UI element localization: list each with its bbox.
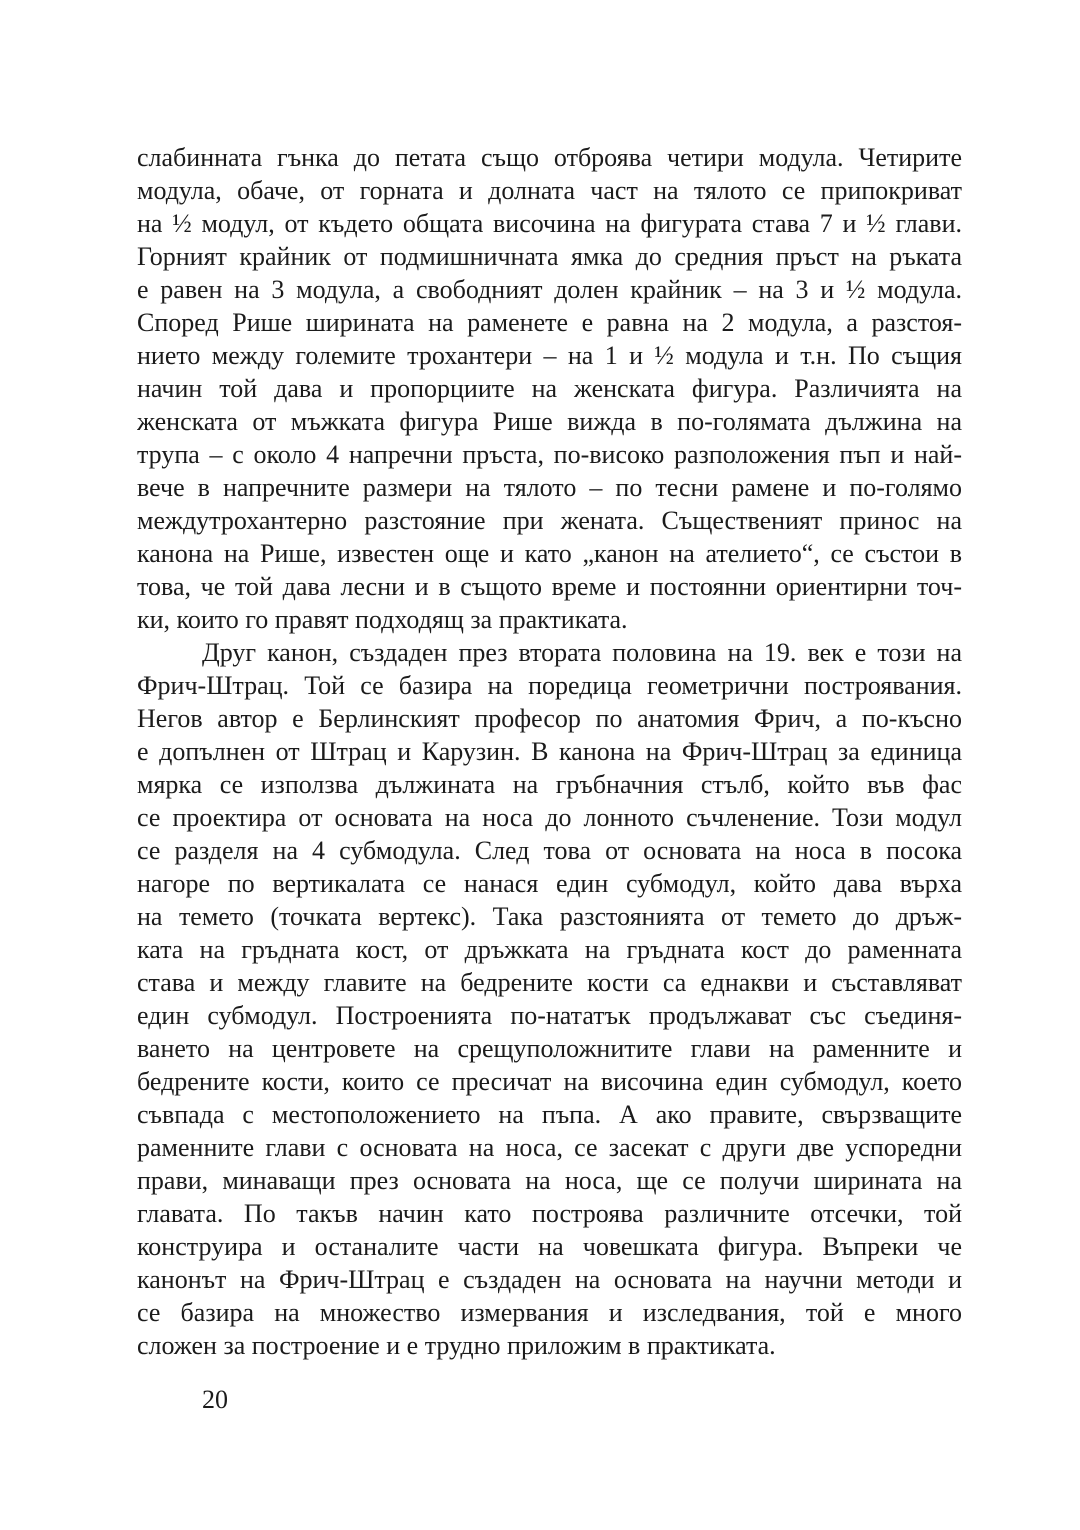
text-line: се базира на множество измервания и изследвания, той е много xyxy=(137,1298,962,1327)
text-line: Горният крайник от подмишничната ямка до средния пръст на ръката xyxy=(137,242,962,271)
text-line: ването на центровете на срещуположнитите глави на раменните и xyxy=(137,1034,962,1063)
text-line: е допълнен от Штрац и Карузин. В канона на Фрич-Штрац за единица xyxy=(137,737,962,766)
paragraph xyxy=(137,636,962,1362)
text-line: главата. По такъв начин като построява различните отсечки, той xyxy=(137,1199,962,1228)
text-line: Негов автор е Берлинският професор по анатомия Фрич, а по-късно xyxy=(137,704,962,733)
text-line: нието между големите трохантери – на 1 и ½ модула и т.н. По същия xyxy=(137,341,962,370)
page-number: 20 xyxy=(202,1385,228,1414)
text-line: Според Рише ширината на раменете е равна на 2 модула, а разстоя- xyxy=(137,308,962,337)
text-line: вече в напречните размери на тялото – по тесни рамене и по-голямо xyxy=(137,473,962,502)
text-line: бедрените кости, които се пресичат на височина един субмодул, което xyxy=(137,1067,962,1096)
text-line: става и между главите на бедрените кости са еднакви и съставляват xyxy=(137,968,962,997)
text-line: нагоре по вертикалата се нанася един субмодул, който дава върха xyxy=(137,869,962,898)
text-line: Друг канон, създаден през втората половина на 19. век е този на xyxy=(202,638,962,667)
text-line: мярка се използва дължината на гръбначния стълб, който във фас xyxy=(137,770,962,799)
text-line: е равен на 3 модула, а свободният долен крайник – на 3 и ½ модула. xyxy=(137,275,962,304)
text-line: канона на Рише, известен още и като „канон на ателието“, се състои в xyxy=(137,539,962,568)
text-block xyxy=(137,141,962,1362)
text-line: на темето (точката вертекс). Така разстоянията от темето до дръж- xyxy=(137,902,962,931)
text-line: се проектира от основата на носа до лонното съчленение. Този модул xyxy=(137,803,962,832)
text-line: сложен за построение и е трудно приложим в практиката. xyxy=(137,1331,776,1360)
text-line: конструира и останалите части на човешката фигура. Въпреки че xyxy=(137,1232,962,1261)
text-line: се разделя на 4 субмодула. След това от основата на носа в посока xyxy=(137,836,962,865)
text-line: раменните глави с основата на носа, се засекат с други две успоредни xyxy=(137,1133,962,1162)
text-line: това, че той дава лесни и в същото време и постоянни ориентирни точ- xyxy=(137,572,962,601)
text-line: съвпада с местоположението на пъпа. А ако правите, свързващите xyxy=(137,1100,962,1129)
text-line: канонът на Фрич-Штрац е създаден на основата на научни методи и xyxy=(137,1265,962,1294)
text-line: слабинната гънка до петата също отброява четири модула. Четирите xyxy=(137,143,962,172)
text-line: ки, които го правят подходящ за практиката. xyxy=(137,605,628,634)
text-line: женската от мъжката фигура Рише вижда в по-голямата дължина на xyxy=(137,407,962,436)
text-line: модула, обаче, от горната и долната част на тялото се припокриват xyxy=(137,176,962,205)
text-line: Фрич-Штрац. Той се базира на поредица геометрични построявания. xyxy=(137,671,962,700)
text-line: трупа – с около 4 напречни пръста, по-високо разположения пъп и най- xyxy=(137,440,962,469)
text-line: на ½ модул, от където общата височина на фигурата става 7 и ½ глави. xyxy=(137,209,962,238)
text-line: начин той дава и пропорциите на женската фигура. Различията на xyxy=(137,374,962,403)
text-line: ката на гръдната кост, от дръжката на гръдната кост до раменната xyxy=(137,935,962,964)
text-line: междутрохантерно разстояние при жената. Същественият принос на xyxy=(137,506,962,535)
text-line: прави, минаващи през основата на носа, ще се получи ширината на xyxy=(137,1166,962,1195)
text-line: един субмодул. Построенията по-нататък продължават със съединя- xyxy=(137,1001,962,1030)
paragraph xyxy=(137,141,962,636)
